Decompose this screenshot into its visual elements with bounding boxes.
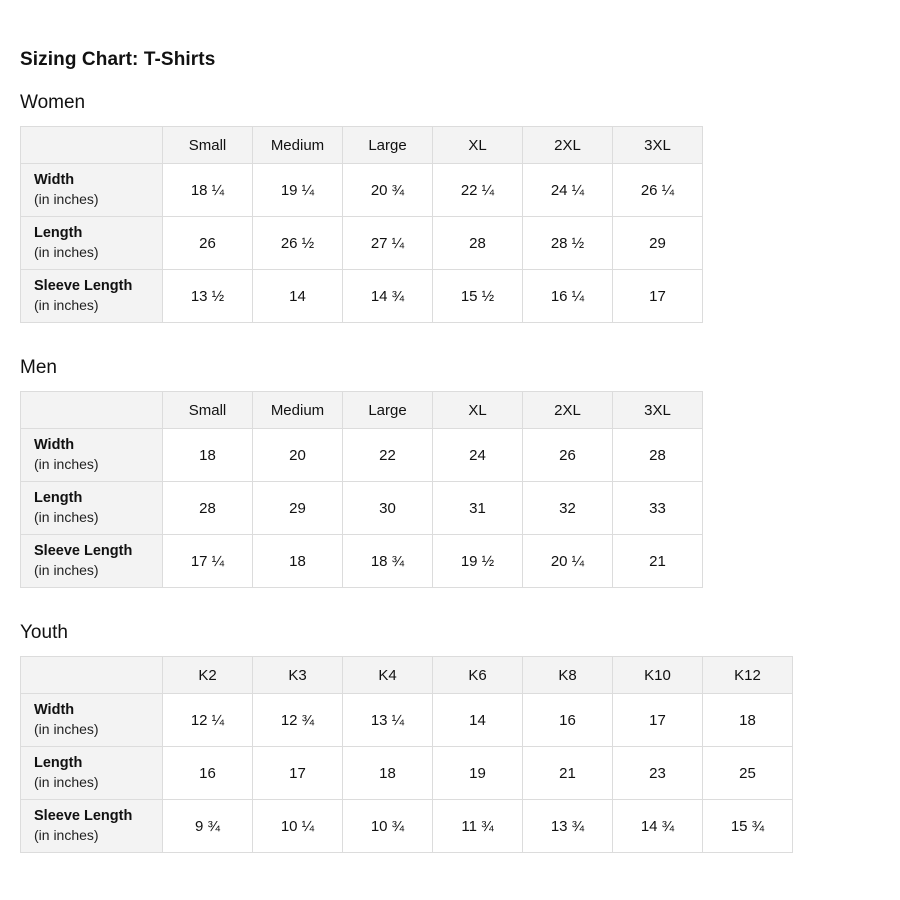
row-label: Length <box>34 755 83 771</box>
measurement-cell: 19 ½ <box>433 535 523 588</box>
table-header-row <box>21 392 703 429</box>
size-header: Large <box>343 392 433 429</box>
row-unit: (in inches) <box>34 456 99 472</box>
row-unit: (in inches) <box>34 191 99 207</box>
row-header <box>21 694 163 747</box>
table-header-row <box>21 127 703 164</box>
row-unit: (in inches) <box>34 721 99 737</box>
measurement-cell: 12 ¾ <box>253 694 343 747</box>
row-header <box>21 164 163 217</box>
measurement-cell: 27 ¼ <box>343 217 433 270</box>
size-header: K2 <box>163 657 253 694</box>
row-label: Sleeve Length <box>34 278 133 294</box>
measurement-cell: 18 ¾ <box>343 535 433 588</box>
measurement-cell: 18 <box>163 429 253 482</box>
row-header <box>21 429 163 482</box>
size-header: K3 <box>253 657 343 694</box>
measurement-cell: 15 ½ <box>433 270 523 323</box>
table-row <box>21 800 793 853</box>
row-unit: (in inches) <box>34 827 99 843</box>
measurement-cell: 15 ¾ <box>703 800 793 853</box>
section-title-women: Women <box>20 92 86 113</box>
row-label: Sleeve Length <box>34 808 133 824</box>
measurement-cell: 19 <box>433 747 523 800</box>
row-label: Sleeve Length <box>34 543 133 559</box>
table-row <box>21 164 703 217</box>
size-header: Large <box>343 127 433 164</box>
size-header: 3XL <box>613 392 703 429</box>
size-header: K8 <box>523 657 613 694</box>
measurement-cell: 18 <box>703 694 793 747</box>
row-unit: (in inches) <box>34 509 99 525</box>
section-title-men: Men <box>20 357 57 378</box>
measurement-cell: 21 <box>523 747 613 800</box>
table-corner-cell <box>21 127 163 164</box>
table-row <box>21 535 703 588</box>
size-header: Small <box>163 127 253 164</box>
measurement-cell: 12 ¼ <box>163 694 253 747</box>
row-unit: (in inches) <box>34 774 99 790</box>
measurement-cell: 16 <box>523 694 613 747</box>
measurement-cell: 13 ¼ <box>343 694 433 747</box>
measurement-cell: 14 ¾ <box>613 800 703 853</box>
size-header: K4 <box>343 657 433 694</box>
measurement-cell: 14 <box>433 694 523 747</box>
measurement-cell: 18 <box>343 747 433 800</box>
row-unit: (in inches) <box>34 244 99 260</box>
row-header <box>21 747 163 800</box>
measurement-cell: 14 <box>253 270 343 323</box>
measurement-cell: 11 ¾ <box>433 800 523 853</box>
row-header <box>21 800 163 853</box>
table-row <box>21 429 703 482</box>
size-header: XL <box>433 127 523 164</box>
measurement-cell: 17 <box>613 270 703 323</box>
measurement-cell: 18 <box>253 535 343 588</box>
measurement-cell: 24 ¼ <box>523 164 613 217</box>
measurement-cell: 22 ¼ <box>433 164 523 217</box>
size-header: Medium <box>253 127 343 164</box>
measurement-cell: 22 <box>343 429 433 482</box>
size-header: K10 <box>613 657 703 694</box>
size-header: XL <box>433 392 523 429</box>
measurement-cell: 20 ¾ <box>343 164 433 217</box>
measurement-cell: 16 <box>163 747 253 800</box>
table-row <box>21 270 703 323</box>
row-label: Length <box>34 225 83 241</box>
measurement-cell: 17 <box>613 694 703 747</box>
women-size-table <box>20 126 703 323</box>
row-header <box>21 217 163 270</box>
size-header: 2XL <box>523 127 613 164</box>
measurement-cell: 28 ½ <box>523 217 613 270</box>
measurement-cell: 13 ½ <box>163 270 253 323</box>
measurement-cell: 14 ¾ <box>343 270 433 323</box>
measurement-cell: 24 <box>433 429 523 482</box>
section-title-youth: Youth <box>20 622 68 643</box>
row-unit: (in inches) <box>34 562 99 578</box>
measurement-cell: 31 <box>433 482 523 535</box>
measurement-cell: 32 <box>523 482 613 535</box>
measurement-cell: 26 ½ <box>253 217 343 270</box>
size-header: 2XL <box>523 392 613 429</box>
table-header-row <box>21 657 793 694</box>
row-header <box>21 482 163 535</box>
table-row <box>21 482 703 535</box>
row-label: Width <box>34 172 75 188</box>
table-corner-cell <box>21 657 163 694</box>
size-header: Small <box>163 392 253 429</box>
measurement-cell: 29 <box>253 482 343 535</box>
measurement-cell: 26 <box>523 429 613 482</box>
table-row <box>21 217 703 270</box>
row-label: Length <box>34 490 83 506</box>
measurement-cell: 28 <box>433 217 523 270</box>
men-size-table <box>20 391 703 588</box>
size-header: K6 <box>433 657 523 694</box>
measurement-cell: 20 <box>253 429 343 482</box>
measurement-cell: 30 <box>343 482 433 535</box>
size-header: Medium <box>253 392 343 429</box>
measurement-cell: 26 <box>163 217 253 270</box>
measurement-cell: 21 <box>613 535 703 588</box>
measurement-cell: 33 <box>613 482 703 535</box>
size-header: K12 <box>703 657 793 694</box>
table-row <box>21 747 793 800</box>
page-title: Sizing Chart: T-Shirts <box>20 49 216 70</box>
measurement-cell: 26 ¼ <box>613 164 703 217</box>
measurement-cell: 10 ¼ <box>253 800 343 853</box>
measurement-cell: 28 <box>613 429 703 482</box>
measurement-cell: 29 <box>613 217 703 270</box>
size-header: 3XL <box>613 127 703 164</box>
row-label: Width <box>34 437 75 453</box>
measurement-cell: 17 ¼ <box>163 535 253 588</box>
measurement-cell: 13 ¾ <box>523 800 613 853</box>
youth-size-table <box>20 656 793 853</box>
measurement-cell: 19 ¼ <box>253 164 343 217</box>
row-header <box>21 535 163 588</box>
measurement-cell: 10 ¾ <box>343 800 433 853</box>
measurement-cell: 25 <box>703 747 793 800</box>
measurement-cell: 9 ¾ <box>163 800 253 853</box>
table-row <box>21 694 793 747</box>
measurement-cell: 20 ¼ <box>523 535 613 588</box>
measurement-cell: 18 ¼ <box>163 164 253 217</box>
measurement-cell: 17 <box>253 747 343 800</box>
measurement-cell: 16 ¼ <box>523 270 613 323</box>
measurement-cell: 28 <box>163 482 253 535</box>
row-header <box>21 270 163 323</box>
row-label: Width <box>34 702 75 718</box>
table-corner-cell <box>21 392 163 429</box>
row-unit: (in inches) <box>34 297 99 313</box>
measurement-cell: 23 <box>613 747 703 800</box>
